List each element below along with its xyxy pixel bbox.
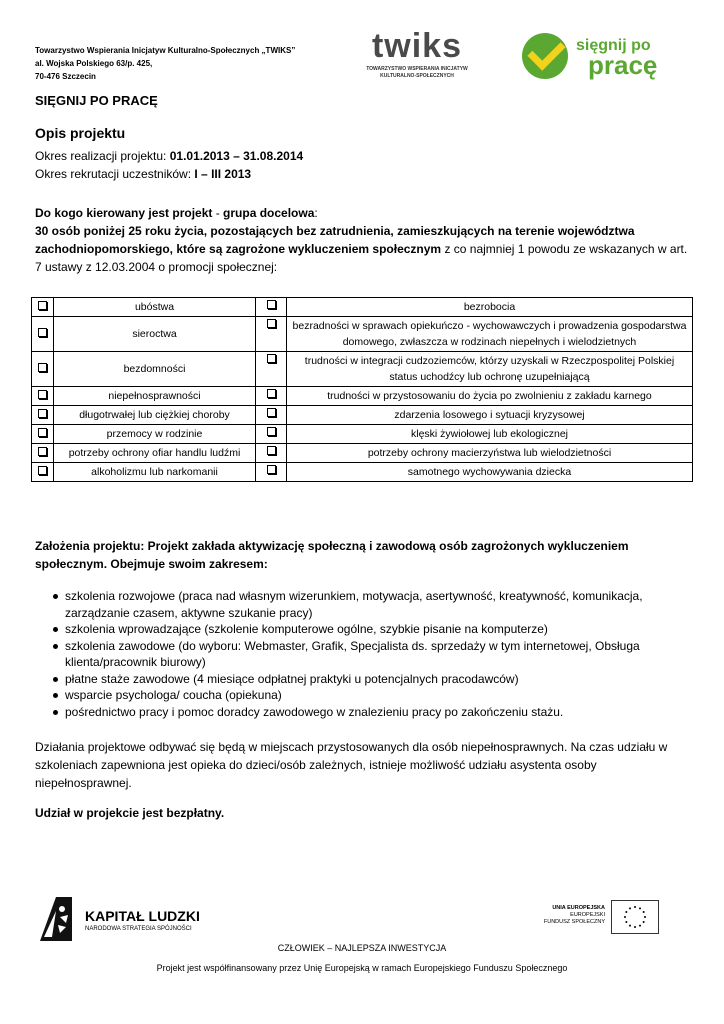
list-item-text: szkolenia wprowadzające (szkolenie komputerowe ogólne, szybkie pisanie na komputerze) xyxy=(65,622,548,636)
eu-logo-text xyxy=(530,905,605,926)
org-street: al. Wojska Polskiego 63/p. 425, xyxy=(35,59,153,68)
checkbox-right[interactable] xyxy=(256,352,287,387)
checkbox-left[interactable] xyxy=(32,387,54,406)
reason-left: sieroctwa xyxy=(54,317,256,352)
bullet-icon xyxy=(53,627,58,632)
program-logo-line1: sięgnij po xyxy=(576,37,651,54)
eu-star xyxy=(639,925,641,927)
reason-left: alkoholizmu lub narkomanii xyxy=(54,463,256,482)
target-intro-bold: Do kogo kierowany jest projekt xyxy=(35,206,213,220)
checkbox-icon[interactable] xyxy=(38,447,47,456)
checkbox-left[interactable] xyxy=(32,352,54,387)
siegnij-po-prace-logo xyxy=(522,33,672,81)
project-period xyxy=(35,147,303,165)
kl-subtitle: NARODOWA STRATEGIA SPÓJNOŚCI xyxy=(85,926,192,932)
list-item xyxy=(35,687,695,704)
eu-star xyxy=(634,926,636,928)
section-heading: Opis projektu xyxy=(35,125,126,141)
twiks-logo-word: twiks xyxy=(371,27,463,65)
slogan: CZŁOWIEK – NAJLEPSZA INWESTYCJA xyxy=(277,943,447,953)
checkbox-icon[interactable] xyxy=(267,354,276,363)
target-desc-bold: 30 osób poniżej 25 roku życia, pozostających bez zatrudnienia, zamieszkujących na terenie województwa zachodniopomorskiego, które są zagrożone wykluczeniem społecznym xyxy=(35,224,635,256)
checkbox-icon[interactable] xyxy=(267,300,276,309)
project-assumptions: Założenia projektu: Projekt zakłada aktywizację społeczną i zawodową osób zagrożonych wykluczeniem społecznym. Obejmuje swoim zakresem: xyxy=(35,539,629,571)
checkbox-left[interactable] xyxy=(32,463,54,482)
list-item xyxy=(35,704,695,721)
checkbox-right[interactable] xyxy=(256,387,287,406)
reason-left: potrzeby ochrony ofiar handlu ludźmi xyxy=(54,444,256,463)
kl-title: KAPITAŁ LUDZKI xyxy=(85,908,200,924)
table-row xyxy=(32,444,693,463)
eu-line1: UNIA EUROPEJSKA xyxy=(552,905,605,911)
checkbox-icon[interactable] xyxy=(38,466,47,475)
checkbox-icon[interactable] xyxy=(267,319,276,328)
checkbox-icon[interactable] xyxy=(267,465,276,474)
checkbox-icon[interactable] xyxy=(38,409,47,418)
list-item-text: szkolenia rozwojowe (praca nad własnym wizerunkiem, motywacja, asertywność, kreatywność, komunikacja, zarządzanie czasem, aktywne szukanie pracy) xyxy=(65,589,643,620)
eu-star xyxy=(625,921,627,923)
bullet-icon xyxy=(53,693,58,698)
eu-star xyxy=(625,911,627,913)
checkbox-icon[interactable] xyxy=(38,390,47,399)
table-row xyxy=(32,387,693,406)
reason-right: bezradności w sprawach opiekuńczo - wychowawczych i prowadzenia gospodarstwa domowego, zwłaszcza w rodzinach niepełnych i wielodzietnych xyxy=(287,317,693,352)
target-desc-rest: z co najmniej 1 powodu ze wskazanych w art. 7 ustawy z 12.03.2004 o promocji społecznej: xyxy=(35,242,688,274)
eu-star xyxy=(634,906,636,908)
scope-list xyxy=(35,588,695,720)
checkbox-left[interactable] xyxy=(32,444,54,463)
reason-left: ubóstwa xyxy=(54,298,256,317)
list-item-text: wsparcie psychologa/ coucha (opiekuna) xyxy=(65,688,282,702)
twiks-logo-subtitle xyxy=(362,66,472,80)
document-title: SIĘGNIJ PO PRACĘ xyxy=(35,93,158,108)
recruitment-period xyxy=(35,165,251,183)
checkbox-icon[interactable] xyxy=(38,301,47,310)
reason-right: klęski żywiołowej lub ekologicznej xyxy=(287,425,693,444)
checkbox-icon[interactable] xyxy=(267,427,276,436)
bullet-icon xyxy=(53,677,58,682)
checkbox-right[interactable] xyxy=(256,406,287,425)
checkbox-left[interactable] xyxy=(32,425,54,444)
eu-line3: FUNDUSZ SPOŁECZNY xyxy=(543,919,605,925)
recruitment-period-value: I – III 2013 xyxy=(194,167,252,181)
bullet-icon xyxy=(53,710,58,715)
program-logo-line2: pracę xyxy=(588,50,658,80)
eu-star xyxy=(624,916,626,918)
checkbox-icon[interactable] xyxy=(267,389,276,398)
checkbox-icon[interactable] xyxy=(38,428,47,437)
table-row xyxy=(32,406,693,425)
reason-right: zdarzenia losowego i sytuacji kryzysowej xyxy=(287,406,693,425)
free-participation-note: Udział w projekcie jest bezpłatny. xyxy=(35,806,225,820)
target-group xyxy=(35,204,695,276)
org-name: Towarzystwo Wspierania Inicjatyw Kulturalno-Społecznych „TWIKS” xyxy=(35,46,296,55)
eu-star xyxy=(644,916,646,918)
eu-flag-icon xyxy=(611,900,659,934)
org-city: 70-476 Szczecin xyxy=(35,72,96,81)
reason-left: bezdomności xyxy=(54,352,256,387)
organization-address xyxy=(35,44,295,83)
list-item xyxy=(35,638,695,671)
checkbox-right[interactable] xyxy=(256,463,287,482)
eu-star xyxy=(629,925,631,927)
checkbox-icon[interactable] xyxy=(267,408,276,417)
twiks-logo-sub1: TOWARZYSTWO WSPIERANIA INICJATYW xyxy=(366,66,468,72)
checkbox-left[interactable] xyxy=(32,317,54,352)
reason-right: trudności w integracji cudzoziemców, którzy uzyskali w Rzeczpospolitej Polskiej status uchodźcy lub ochronę uzupełniającą xyxy=(287,352,693,387)
reason-left: przemocy w rodzinie xyxy=(54,425,256,444)
list-item xyxy=(35,588,695,621)
project-period-label: Okres realizacji projektu: xyxy=(35,149,170,163)
kapital-ludzki-logo xyxy=(85,908,200,934)
checkbox-right[interactable] xyxy=(256,444,287,463)
twiks-logo-sub2: KULTURALNO-SPOŁECZNYCH xyxy=(380,73,454,79)
eu-star xyxy=(639,907,641,909)
eu-line2: EUROPEJSKI xyxy=(570,912,605,918)
table-row xyxy=(32,463,693,482)
list-item-text: szkolenia zawodowe (do wyboru: Webmaster, Grafik, Specjalista ds. sprzedaży w tym internetowej, Obsługa klienta/pracownik biurowy) xyxy=(65,638,640,669)
reason-right: trudności w przystosowaniu do życia po zwolnieniu z zakładu karnego xyxy=(287,387,693,406)
checkbox-left[interactable] xyxy=(32,406,54,425)
reason-right: samotnego wychowywania dziecka xyxy=(287,463,693,482)
reason-right: potrzeby ochrony macierzyństwa lub wielodzietności xyxy=(287,444,693,463)
table-row xyxy=(32,352,693,387)
target-intro xyxy=(35,204,695,222)
bullet-icon xyxy=(53,594,58,599)
reason-left: długotrwałej lub ciężkiej choroby xyxy=(54,406,256,425)
table-row xyxy=(32,317,693,352)
list-item xyxy=(35,671,695,688)
checkbox-right[interactable] xyxy=(256,317,287,352)
table-row xyxy=(32,425,693,444)
reason-right: bezrobocia xyxy=(287,298,693,317)
exclusion-reasons-table xyxy=(31,297,693,482)
twiks-logo xyxy=(362,28,472,84)
check-circle-icon xyxy=(522,33,568,79)
recruitment-period-label: Okres rekrutacji uczestników: xyxy=(35,167,195,181)
activities-paragraph: Działania projektowe odbywać się będą w miejscach przystosowanych dla osób niepełnosprawnych. Na czas udziału w szkoleniach zapewniona jest opieka do dzieci/osób zależnych, istnieje możliwość udziału asystenta osoby niepełnosprawnej. xyxy=(35,740,668,790)
list-item xyxy=(35,621,695,638)
eu-star xyxy=(643,921,645,923)
project-period-value: 01.01.2013 – 31.08.2014 xyxy=(169,149,304,163)
checkbox-icon[interactable] xyxy=(267,446,276,455)
reason-left: niepełnosprawności xyxy=(54,387,256,406)
table-row xyxy=(32,298,693,317)
checkbox-left[interactable] xyxy=(32,298,54,317)
eu-star xyxy=(643,911,645,913)
checkbox-icon[interactable] xyxy=(38,328,47,337)
target-intro-colon: : xyxy=(314,206,318,220)
list-item-text: płatne staże zawodowe (4 miesiące odpłatnej praktyki u potencjalnych pracodawców) xyxy=(65,671,519,686)
checkbox-right[interactable] xyxy=(256,298,287,317)
list-item-text: pośrednictwo pracy i pomoc doradcy zawodowego w znalezieniu pracy po zakończeniu stażu. xyxy=(65,704,564,719)
target-intro-bold2: grupa docelowa xyxy=(223,206,315,220)
cofinance-note: Projekt jest współfinansowany przez Unię Europejską w ramach Europejskiego Funduszu Społecznego xyxy=(156,963,568,973)
checkbox-right[interactable] xyxy=(256,425,287,444)
target-intro-dash: - xyxy=(212,206,224,220)
target-description xyxy=(35,222,695,276)
bullet-icon xyxy=(53,644,58,649)
eu-star xyxy=(629,907,631,909)
checkbox-icon[interactable] xyxy=(38,363,47,372)
kapital-ludzki-logo-icon xyxy=(38,893,74,943)
